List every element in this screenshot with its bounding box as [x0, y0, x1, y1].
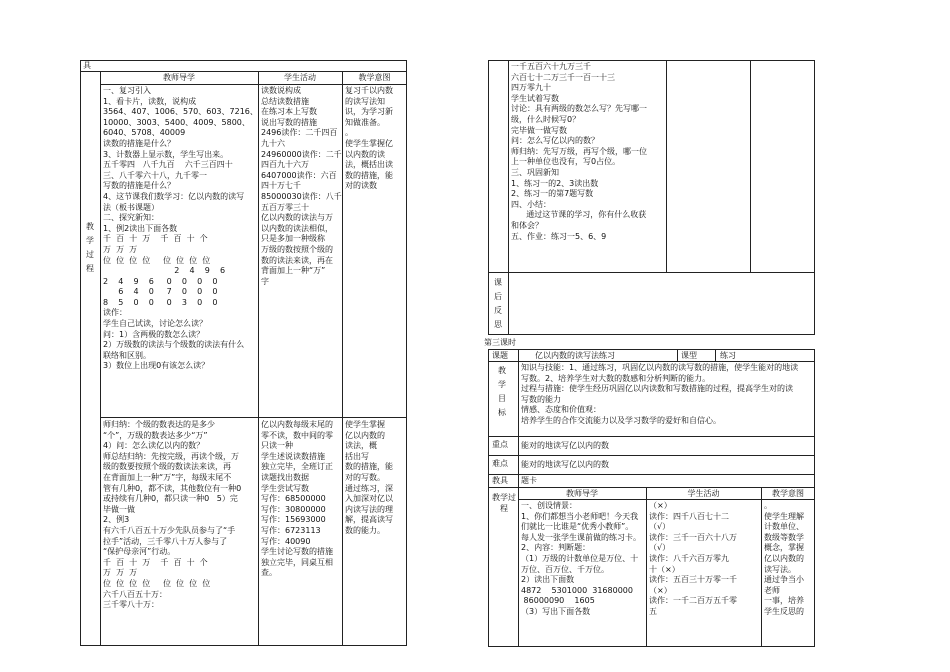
lesson-type-label: 课型 [681, 351, 697, 360]
col-divider [258, 71, 259, 646]
teacher-guide-block-2: 师归纳：个级的数表达的是多少 “个”，万级的数表达多少“万” 4）问：怎么读亿以内的数？ 师总结归纳：先按完级，再读个级，万 级的数要按照个级的数读法来读，再 在背面加上一种“万”字，每级末尾不 管有几种0，都不读，其他数位有一种0 或持续有几种0，都只读一种0 5）完 毕做一做 2、例3 有六千八百五十万少先队员参与了“手 拉手”活动，三千零八十万人参与了 “保护母亲河”行动。 千 百 十 万 千 百 十 个 万 万 万 位 位 位 位 位 位 位 位 六千八百五十万： 三千零八十万： [103, 420, 242, 610]
teacher-guide-block-3: 一千五百六十九万三千 六百七十二万三千一百一十三 四万零九十 学生试着写数 讨论：具有两级的数怎么写？先写哪一 级，什么时候写0？ 完毕做一做写数 问：怎么写亿以内的数？ 师归纳：先写万级，再写个级，哪一位 上一种单位也没有，写0占位。 三、巩固新知 1、练习一的2、3读出数 2、练习一的第7题写数 四、小结： 通过这节课的学习，你有什么收获 和体会？ 五、作业：练习一5、6、9 [511, 62, 647, 241]
header-student: 学生活动 [284, 73, 316, 82]
teaching-aids-label: 教具 [492, 476, 508, 485]
col-divider [100, 71, 101, 646]
col-divider [750, 60, 751, 272]
intent-block-2: 使学生掌握 亿以内数的 读法，概 括出写 数的措施，能 对的写数。 通过练习，深 入加深对亿以 内读写法的理 解，提高读写 数的能力。 [345, 420, 393, 535]
teaching-aids-text: 题卡 [521, 476, 537, 485]
topic-label: 课题 [492, 351, 508, 360]
intent-block-1: 复习千以内数 的读写法知 识，为学习新 知做准备。 。 使学生掌握亿 以内数的读 法，概括出读 数的措施，能 对的读数 [345, 86, 393, 191]
difficulty-label: 难点 [492, 459, 508, 468]
teacher-guide-block-4: 一、创设情景： 1、你们都想当小老师吧！今天我 们就比一比谁是“优秀小教师”。 每人发一张学生课前做的练习卡。 2、内容：判断题： （1）万级的计数单位是万位、十 万位、百万位、千万位。 2）读出下面数 4872 5301000 31680000 86000090 1605 （3）写出下面各数 [521, 501, 641, 616]
after-class-reflection-label: 课后反思 [494, 278, 502, 329]
col-divider [761, 487, 762, 647]
header-intent: 教学意图 [772, 489, 804, 498]
side-label-process: 教学过程 [86, 222, 94, 273]
row-divider [100, 84, 407, 85]
goals-label: 教学目标 [498, 366, 506, 417]
row-divider [488, 436, 815, 437]
difficulty-text: 能对的地读写亿以内的数 [521, 460, 609, 469]
col-divider [646, 487, 647, 647]
lesson-type-value: 练习 [720, 351, 736, 360]
col-divider [677, 349, 678, 361]
goals-text: 知识与技能：1、通过练习，巩固亿以内数的读写数的措施，使学生能对的地读 写数。2、培养学生对大数的数感和分析判断的能力。 过程与措施：使学生经历巩固亿以内读数和写数措施的过程，提高学生对的读 写数的能力 情感、态度和价值观： 培养学生的合作交流能力以及学习数学的爱好和自信心。 [521, 363, 799, 425]
header-intent: 教学意图 [358, 73, 391, 82]
header-student: 学生活动 [687, 489, 720, 498]
row-divider [488, 487, 815, 488]
row-divider [488, 272, 815, 273]
header-teacher: 教师导学 [163, 73, 195, 82]
key-point-label: 重点 [492, 440, 508, 449]
intent-block-4: 。 使学生理解 计数单位、 数级等数学 概念，掌握 亿以内数的 读写法。 通过争当小 老师 一事，培养 学生反思的 [764, 501, 804, 616]
col-divider [342, 71, 343, 646]
student-activity-block-1: 读数说构成 总结读数措施 在练习本上写数 说出写数的措施 2496读作：二千四百 九十六 24960000读作：二千 四百九十六万 6407000读作：六百 四十万七千 85000030读作：八千 五百万零三十 亿以内数的读法与万 以内数的读法相似， 只是多加一种级称 万级的数按照个级的 数的读法来读，再在 背面加上一种“万” 字 [261, 86, 342, 286]
row-divider [488, 474, 815, 475]
section-title: 第三课时 [484, 338, 516, 347]
student-activity-block-2: 亿以内数每级末尾的 零不读，数中间的零 只读一种 学生述说读数措施 独立完毕，全班订正 读题找出数据 学生尝试写数 写作：68500000 写作：30800000 写作：15693000 写作：6723113 写作：40090 学生讨论写数的措施 独立完毕，同桌互相 查。 [261, 420, 333, 578]
header-teacher: 教师导学 [566, 489, 598, 498]
top-label: 具 [83, 61, 91, 70]
row-divider [80, 71, 407, 72]
col-divider [666, 60, 667, 272]
key-point-text: 能对的地读写亿以内的数 [521, 441, 609, 450]
row-divider [488, 455, 815, 456]
col-divider [715, 349, 716, 361]
col-divider [508, 60, 509, 335]
student-activity-block-4: （×） 读作：四千八百七十二 （√） 读作：三千一百六十八万 （√） 读作：八千六百万零九 十（×） 读作：五百三十万零一千 （×） 读作：一千二百万五千零 五 [649, 501, 737, 616]
topic-value: 亿以内数的读写法练习 [535, 351, 615, 360]
teacher-guide-block-1: 一、复习引入 1、看卡片，读数，说构成 3564、407、1006、570、603、7216、 10000、3003、5400、4009、5800、 6040、5708、40009 读数的措施是什么？ 3、计数器上显示数，学生写出来。 五千零四 八千九百 六千三百四十 三、八千零六十八，九千零一 写数的措施是什么？ 4、这节课我们数学习：亿以内数的读写 法（板书课题） 二、探究新知： 1、例2读出下面各数 千 百 十 万 千 百 十 个 万 万 万 位 位 位 位 位 位 位 位 2 4 9 6 2 4 9 6 0 0 0 0 6 4 0 7 0 0 0 8 5 0 0 0 3 0 0 读作： 学生自己试读，讨论怎么读？ 问：1）含两极的数怎么读？ 2）万级数的读法与个级数的读法有什么 联络和区别。 3）数位上出现0有该怎么读？ [103, 86, 258, 371]
process-label: 教学过程 [492, 493, 516, 513]
row-divider [100, 417, 407, 418]
